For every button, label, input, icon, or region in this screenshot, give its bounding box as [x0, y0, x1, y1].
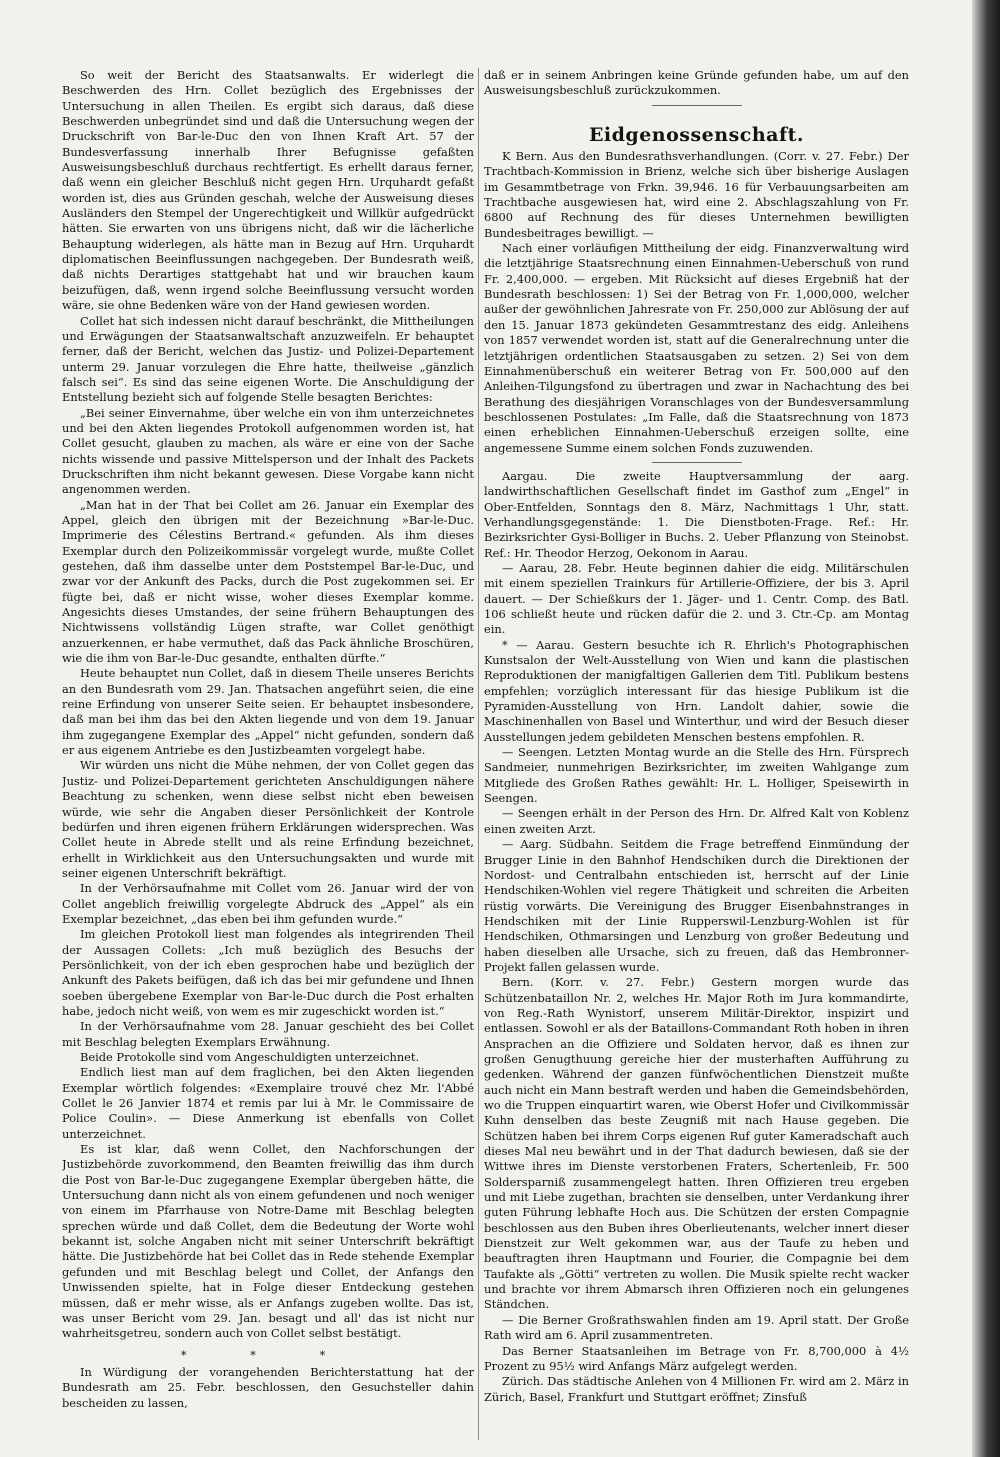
paragraph: Heute behauptet nun Collet, daß in diesem Theile unseres Berichts an den Bundesrath vom 29. Jan. Thatsachen angeführt seien, die eine reine Erfindung von unserer Seite seien. Er behauptet insbesondere, daß man bei ihm das bei den Akten liegende und von dem 19. Januar ihm zugegangene Exemplar des „Appel“ nicht gefunden, sondern daß er aus eigenem Antriebe es den Justizbeamten vorgelegt habe. [62, 666, 474, 758]
section-stars: * * * [180, 1347, 356, 1362]
paragraph: — Aarau, 28. Febr. Heute beginnen dahier die eidg. Militärschulen mit einem speziellen Trainkurs für Artillerie-Offiziere, der bis 3. April dauert. — Der Schießkurs der 1. Jäger- und 1. Centr. Comp. des Batl. 106 schließt heute und rücken dafür die 2. und 3. Ctr.-Cp. am Montag ein. [484, 560, 909, 637]
paragraph: Im gleichen Protokoll liest man folgendes als integrirenden Theil der Aussagen Collets: „Ich muß bezüglich des Besuchs der Persönlichkeit, von der ich eben gesprochen habe und bezüglich der Ankunft des Pakets beifügen, daß ich das bei mir gefundene und Ihnen soeben übergebene Exemplar von Bar-le-Duc durch die Post erhalten habe, jedoch nicht weiß, von wem es mir zugeschickt worden ist.“ [62, 927, 474, 1018]
paragraph: Zürich. Das städtische Anlehen von 4 Millionen Fr. wird am 2. März in Zürich, Basel, Frankfurt und Stuttgart eröffnet; Zinsfuß [484, 1374, 909, 1404]
paragraph: Beide Protokolle sind vom Angeschuldigten unterzeichnet. [80, 1050, 420, 1064]
closing-paragraph: In Würdigung der vorangehenden Berichterstattung hat der Bundesrath am 25. Febr. beschlossen, den Gesuchsteller dahin bescheiden zu lassen, [62, 1364, 474, 1410]
paragraph: Es ist klar, daß wenn Collet, den Nachforschungen der Justizbehörde zuvorkommend, den Beamten freiwillig das ihm durch die Post von Bar-le-Duc zugegangene Exemplar übergeben hätte, die Untersuchung dann nicht als von einem gefundenen und noch weniger von einem im Pfarrhause von Notre-Dame mit Beschlag belegten sprechen würde und daß Collet, dem die Bedeutung der Worte wohl bekannt ist, solche Angaben nicht mit seiner Unterschrift bekräftigt hätte. Die Justizbehörde hat bei Collet das in Rede stehende Exemplar gefunden und mit Beschlag belegt und Collet, der Anfangs den Unwissenden spielte, hat in Folge dieser Entdeckung gestehen müssen, daß er mehr wisse, als er Anfangs zugeben wollte. Das ist, was unser Bericht vom 29. Jan. besagt und all' das ist nicht nur wahrheitsgetreu, sondern auch von Collet selbst bestätigt. [62, 1142, 474, 1341]
paragraph: Bern. (Korr. v. 27. Febr.) Gestern morgen wurde das Schützenbataillon Nr. 2, welches Hr. Major Roth im Jura kommandirte, von Reg.-Rath Wynistorf, unserem Militär-Direktor, inspizirt und entlassen. Sowohl er als der Bataillons-Commandant Roth hoben in ihren Ansprachen an die Offiziere und Soldaten hervor, daß es ihnen zur großen Genugthuung gereiche hier der musterhaften Aufführung zu gedenken. Während der ganzen fünfwöchentlichen Dienstzeit mußte auch nicht ein Mann bestraft werden und haben die Gemeindsbehörden, wo die Truppen einquartirt waren, wie Oberst Hofer und Civilkommissär Kuhn denselben das beste Zeugniß mit nach Hause gegeben. Die Schützen haben bei ihrem Corps eigenen Ruf guter Kameradschaft auch dieses Mal neu bewährt und in der That dadurch bewiesen, daß sie der Wittwe ihres im Dienste verstorbenen Fraters, Schertenleib, Fr. 500 Soldersparniß zusammengelegt hatten. Ihren Offizieren treu ergeben und mit Liebe zugethan, brachten sie denselben, unter Verdankung ihrer guten Führung lebhafte Hoch aus. Die Schützen der ersten Compagnie beschlossen aus den Buben ihres Oberlieutenants, welcher innert dieser Dienstzeit zur Welt gekommen war, aus der Taufe zu heben und beauftragten ihren Hauptmann und Fourier, die Compagnie bei dem Taufakte als „Götti“ vertreten zu wollen. Die Musik spielte recht wacker und brachte vor ihrem Abmarsch ihren Offizieren noch ein gelungenes Ständchen. [484, 975, 909, 1312]
left-column [62, 68, 474, 1444]
paragraph: Nach einer vorläufigen Mittheilung der eidg. Finanzverwaltung wird die letztjährige Staatsrechnung einen Einnahmen-Ueberschuß von rund Fr. 2,400,000. — ergeben. Mit Rücksicht auf dieses Ergebniß hat der Bundesrath beschlossen: 1) Sei der Betrag von Fr. 1,000,000, welcher außer der gewöhnlichen Jahresrate von Fr. 250,000 zur Ablösung der auf den 15. Januar 1873 gekündeten Gesammtrestanz des eidg. Anleihens von 1857 verwendet worden ist, statt auf die Generalrechnung unter die letztjährigen ordentlichen Staatsausgaben zu setzen. 2) Sei von dem Einnahmenüberschuß ein weiterer Betrag von Fr. 500,000 auf den Anleihen-Tilgungsfond zu übertragen und zwar in Nachachtung des bei Berathung des diesjährigen Voranschlages von der Bundesversammlung beschlossenen Postulates: „Im Falle, daß die Staatsrechnung von 1873 einen erheblichen Einnahmen-Ueberschuß erzeigen sollte, eine angemessene Summe einem solchen Fonds zuzuwenden. [484, 241, 909, 455]
paragraph: Collet hat sich indessen nicht darauf beschränkt, die Mittheilungen und Erwägungen der Staatsanwaltschaft anzuzweifeln. Er behauptet ferner, daß der Bericht, welchen das Justiz- und Polizei-Departement unterm 29. Januar vorzulegen die Ehre hatte, theilweise „gänzlich falsch sei“. Es sind das seine eigenen Worte. Die Anschuldigung der Entstellung bezieht sich auf folgende Stelle besagten Berichtes: [62, 313, 474, 405]
paragraph: Aargau. Die zweite Hauptversammlung der aarg. landwirthschaftlichen Gesellschaft findet im Gasthof zum „Engel“ in Ober-Entfelden, Sonntags den 8. März, Nachmittags 1 Uhr, statt. Verhandlungsgegenstände: 1. Die Dienstboten-Frage. Ref.: Hr. Bezirksrichter Gysi-Bolliger in Buchs. 2. Ueber Pflanzung von Steinobst. Ref.: Hr. Theodor Herzog, Oekonom in Aarau. [484, 468, 909, 560]
paragraph: „Bei seiner Einvernahme, über welche ein von ihm unterzeichnetes und bei den Akten liegendes Protokoll aufgenommen worden ist, hat Collet gesucht, glauben zu machen, als wäre er eine von der Sache nichts wissende und passive Mittelsperson und der Inhalt des Packets Druckschriften ihm nicht bekannt gewesen. Diese Vorgabe kann nicht angenommen werden. [62, 405, 474, 497]
separator-rule [652, 462, 742, 463]
continued-text: daß er in seinem Anbringen keine Gründe gefunden habe, um auf den Ausweisungsbeschluß zurückzukommen. [484, 68, 909, 98]
paragraph: — Seengen erhält in der Person des Hrn. Dr. Alfred Kalt von Koblenz einen zweiten Arzt. [484, 806, 909, 836]
paragraph: — Aarg. Südbahn. Seitdem die Frage betreffend Einmündung der Brugger Linie in den Bahnhof Hendschiken durch die Direktionen der Nordost- und Centralbahn entschieden ist, herrscht auf der Linie Hendschiken-Wohlen viel regere Thätigkeit und schreiten die Arbeiten rüstig vorwärts. Die Vereinigung des Brugger Eisenbahnstranges in Hendschiken mit der Linie Rupperswil-Lenzburg-Wohlen ist für Hendschiken, Othmarsingen und Lenzburg von großer Bedeutung und haben dieselben alle Ursache, sich zu freuen, daß das Hembronner-Projekt fallen gelassen wurde. [484, 837, 909, 974]
paragraph: So weit der Bericht des Staatsanwalts. Er widerlegt die Beschwerden des Hrn. Collet bezüglich des Ergebnisses der Untersuchung in allen Theilen. Es ergibt sich daraus, daß diese Beschwerden unbegründet sind und daß die Untersuchung wegen der Druckschrift von Bar-le-Duc den von Ihnen Kraft Art. 57 der Bundesverfassung innerhalb Ihrer Befugnisse gefaßten Ausweisungsbeschluß durchaus rechtfertigt. Es erhellt daraus ferner, daß wenn ein gleicher Beschluß nicht gegen Hrn. Urquhardt gefaßt worden ist, dies aus Gründen geschah, welche der Ausweisung dieses Ausländers den Stempel der Ungerechtigkeit und Willkür aufgedrückt hätten. Sie erwarten von uns übrigens nicht, daß wir die lächerliche Behauptung widerlegen, als hätte man in Bezug auf Hrn. Urquhardt diplomatischen Beeinflussungen nachgegeben. Der Bundesrath weiß, daß nichts Derartiges stattgehabt hat und wir brauchen kaum beizufügen, daß, wenn irgend solche Beeinflussung versucht worden wäre, sie ohne Bedenken wäre von der Hand gewiesen worden. [62, 68, 474, 313]
paragraph: Wir würden uns nicht die Mühe nehmen, der von Collet gegen das Justiz- und Polizei-Departement gerichteten Anschuldigungen nähere Beachtung zu schenken, wenn diese selbst nicht eben beweisen würde, wie sehr die Angaben dieser Persönlichkeit der Kontrole bedürfen und ihren eigenen frühern Erklärungen widersprechen. Was Collet heute in Abrede stellt und als reine Erfindung bezeichnet, erhellt in Wirklichkeit aus den Untersuchungsakten und wurde mit seiner eigenen Unterschrift bekräftigt. [62, 758, 474, 880]
section-heading: Eidgenossenschaft. [588, 123, 805, 146]
paragraph: Endlich liest man auf dem fraglichen, bei den Akten liegenden Exemplar wörtlich folgendes: «Exemplaire trouvé chez Mr. l'Abbé Collet le 26 Janvier 1874 et remis par lui à Mr. le Commissaire de Police Coulin». — Diese Anmerkung ist ebenfalls von Collet unterzeichnet. [62, 1065, 474, 1141]
column-divider [478, 68, 479, 1440]
paragraph: Das Berner Staatsanleihen im Betrage von Fr. 8,700,000 à 4½ Prozent zu 95½ wird Anfangs März aufgelegt werden. [484, 1343, 909, 1373]
paragraph: In der Verhörsaufnahme vom 28. Januar geschieht des bei Collet mit Beschlag belegten Exemplars Erwähnung. [62, 1019, 474, 1049]
paragraph: * — Aarau. Gestern besuchte ich R. Ehrlich's Photographischen Kunstsalon der Welt-Ausstellung von Wien und kann die plastischen Reproduktionen der manigfaltigen Gallerien dem Titl. Publikum bestens empfehlen; vorzüglich interessant für das hiesige Publikum ist die Pyramiden-Ausstellung von Hrn. Landolt dahier, sowie die Maschinenhallen von Basel und Winterthur, und wird der Besuch dieser Ausstellungen jedem gebildeten Menschen bestens empfohlen. R. [484, 637, 909, 744]
right-column [484, 68, 909, 1444]
page-edge-shadow [972, 0, 1000, 1457]
separator-rule [652, 105, 742, 106]
paragraph: K Bern. Aus den Bundesrathsverhandlungen. (Corr. v. 27. Febr.) Der Trachtbach-Kommission in Brienz, welche sich über bisherige Auslagen im Gesammtbetrage von Frkn. 39,946. 16 für Verbauungsarbeiten am Trachtbache ausgewiesen hat, wird eine 2. Abschlagszahlung von Fr. 6800 auf Rechnung des für dieses Unternehmen bewilligten Bundesbeitrages bewilligt. — [484, 149, 909, 240]
paragraph: In der Verhörsaufnahme mit Collet vom 26. Januar wird der von Collet angeblich freiwillig vorgelegte Abdruck des „Appel“ als ein Exemplar bezeichnet, „das eben bei ihm gefunden wurde.“ [62, 881, 474, 926]
paragraph: — Seengen. Letzten Montag wurde an die Stelle des Hrn. Fürsprech Sandmeier, nunmehrigen Bezirksrichter, im zweiten Wahlgange zum Mitgliede des Großen Rathes gewählt: Hr. L. Holliger, Speisewirth in Seengen. [484, 745, 909, 806]
paragraph: — Die Berner Großrathswahlen finden am 19. April statt. Der Große Rath wird am 6. April zusammentreten. [484, 1312, 909, 1343]
paragraph: „Man hat in der That bei Collet am 26. Januar ein Exemplar des Appel, gleich den übrigen mit der Bezeichnung »Bar-le-Duc. Imprimerie des Célestins Bertrand.« gefunden. Als ihm dieses Exemplar durch den Polizeikommissär vorgelegt wurde, mußte Collet gestehen, daß ihm dasselbe unter dem Poststempel Bar-le-Duc, und zwar vor der Ankunft des Packs, durch die Post zugekommen sei. Er fügte bei, daß er nicht wisse, woher dieses Exemplar komme. Angesichts dieses Umstandes, der seine frühern Behauptungen des Nichtwissens vollständig Lügen strafte, war Collet genöthigt anzuerkennen, er habe vermuthet, daß das Pack ähnliche Broschüren, wie die ihm von Bar-le-Duc gesandte, enthalten dürfte.“ [62, 497, 474, 666]
